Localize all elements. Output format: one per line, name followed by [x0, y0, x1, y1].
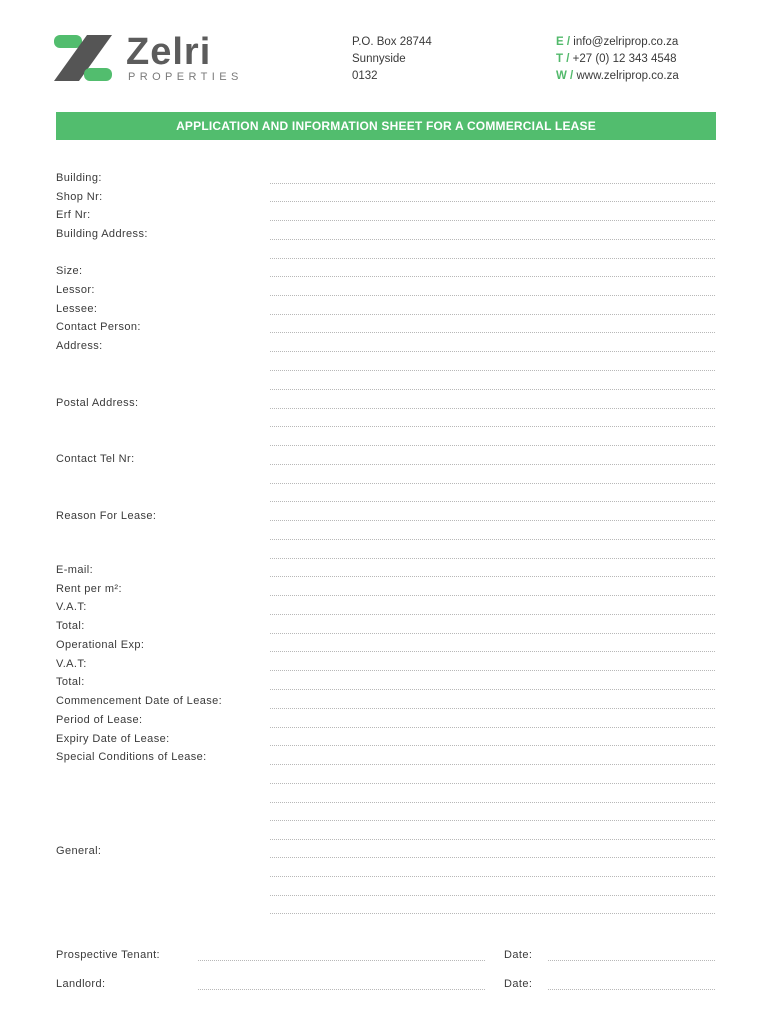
label-operational: Operational Exp:: [56, 639, 145, 651]
brand-subtitle: PROPERTIES: [128, 71, 243, 83]
label-erf-nr: Erf Nr:: [56, 209, 91, 221]
web-link[interactable]: www.zelriprop.co.za: [576, 70, 679, 82]
label-expiry: Expiry Date of Lease:: [56, 733, 170, 745]
input-line[interactable]: [270, 483, 715, 484]
input-line[interactable]: [270, 651, 715, 652]
web-line: [556, 68, 679, 85]
landlord-date-line[interactable]: [548, 989, 715, 990]
input-line[interactable]: [270, 876, 715, 877]
input-line[interactable]: [270, 464, 715, 465]
input-line[interactable]: [270, 445, 715, 446]
input-line[interactable]: [270, 913, 715, 914]
input-line[interactable]: [270, 558, 715, 559]
label-shop-nr: Shop Nr:: [56, 191, 103, 203]
email-link[interactable]: info@zelriprop.co.za: [573, 36, 679, 48]
input-line[interactable]: [270, 389, 715, 390]
label-period: Period of Lease:: [56, 714, 143, 726]
input-line[interactable]: [270, 276, 715, 277]
input-line[interactable]: [270, 314, 715, 315]
input-line[interactable]: [270, 708, 715, 709]
input-line[interactable]: [270, 689, 715, 690]
label-general: General:: [56, 845, 102, 857]
label-vat-2: V.A.T:: [56, 658, 87, 670]
input-line[interactable]: [270, 727, 715, 728]
label-prospective-tenant: Prospective Tenant:: [56, 949, 161, 961]
label-building: Building:: [56, 172, 102, 184]
zelri-logo: [54, 31, 244, 85]
input-line[interactable]: [270, 745, 715, 746]
input-line[interactable]: [270, 520, 715, 521]
input-line[interactable]: [270, 633, 715, 634]
tel-prefix: T /: [556, 53, 570, 65]
input-line[interactable]: [270, 295, 715, 296]
tenant-date-line[interactable]: [548, 960, 715, 961]
label-special-conditions: Special Conditions of Lease:: [56, 751, 207, 763]
input-line[interactable]: [270, 351, 715, 352]
input-line[interactable]: [270, 576, 715, 577]
input-line[interactable]: [270, 332, 715, 333]
label-contact-tel: Contact Tel Nr:: [56, 453, 135, 465]
form-title-banner: APPLICATION AND INFORMATION SHEET FOR A COMMERCIAL LEASE: [56, 112, 716, 140]
label-vat-1: V.A.T:: [56, 601, 87, 613]
landlord-signature-line[interactable]: [198, 989, 485, 990]
input-line[interactable]: [270, 614, 715, 615]
label-total-2: Total:: [56, 676, 85, 688]
email-prefix: E /: [556, 36, 571, 48]
label-lessor: Lessor:: [56, 284, 95, 296]
label-address: Address:: [56, 340, 103, 352]
input-line[interactable]: [270, 764, 715, 765]
label-date-landlord: Date:: [504, 978, 533, 990]
input-line[interactable]: [270, 183, 715, 184]
input-line[interactable]: [270, 670, 715, 671]
postal-address-block: [352, 34, 432, 85]
brand-name: Zelri: [126, 31, 212, 73]
input-line[interactable]: [270, 426, 715, 427]
contact-block: [556, 34, 679, 85]
label-landlord: Landlord:: [56, 978, 106, 990]
input-line[interactable]: [270, 501, 715, 502]
input-line[interactable]: [270, 239, 715, 240]
input-line[interactable]: [270, 258, 715, 259]
label-email: E-mail:: [56, 564, 94, 576]
label-building-address: Building Address:: [56, 228, 148, 240]
input-line[interactable]: [270, 408, 715, 409]
label-reason: Reason For Lease:: [56, 510, 157, 522]
input-line[interactable]: [270, 857, 715, 858]
input-line[interactable]: [270, 783, 715, 784]
input-line[interactable]: [270, 539, 715, 540]
label-postal-address: Postal Address:: [56, 397, 139, 409]
input-line[interactable]: [270, 201, 715, 202]
input-line[interactable]: [270, 370, 715, 371]
label-contact-person: Contact Person:: [56, 321, 141, 333]
email-line: [556, 34, 679, 51]
input-line[interactable]: [270, 595, 715, 596]
address-line-2: Sunnyside: [352, 53, 406, 65]
web-prefix: W /: [556, 70, 574, 82]
input-line[interactable]: [270, 839, 715, 840]
address-line-1: P.O. Box 28744: [352, 36, 432, 48]
label-lessee: Lessee:: [56, 303, 98, 315]
label-total-1: Total:: [56, 620, 85, 632]
label-commencement: Commencement Date of Lease:: [56, 695, 223, 707]
tenant-signature-line[interactable]: [198, 960, 485, 961]
address-line-3: 0132: [352, 70, 378, 82]
tel-line: [556, 51, 679, 68]
input-line[interactable]: [270, 895, 715, 896]
label-date-tenant: Date:: [504, 949, 533, 961]
input-line[interactable]: [270, 220, 715, 221]
label-size: Size:: [56, 265, 83, 277]
label-rent: Rent per m²:: [56, 583, 122, 595]
zelri-z-icon: [54, 35, 112, 81]
input-line[interactable]: [270, 820, 715, 821]
tel-value: +27 (0) 12 343 4548: [572, 53, 677, 65]
input-line[interactable]: [270, 802, 715, 803]
